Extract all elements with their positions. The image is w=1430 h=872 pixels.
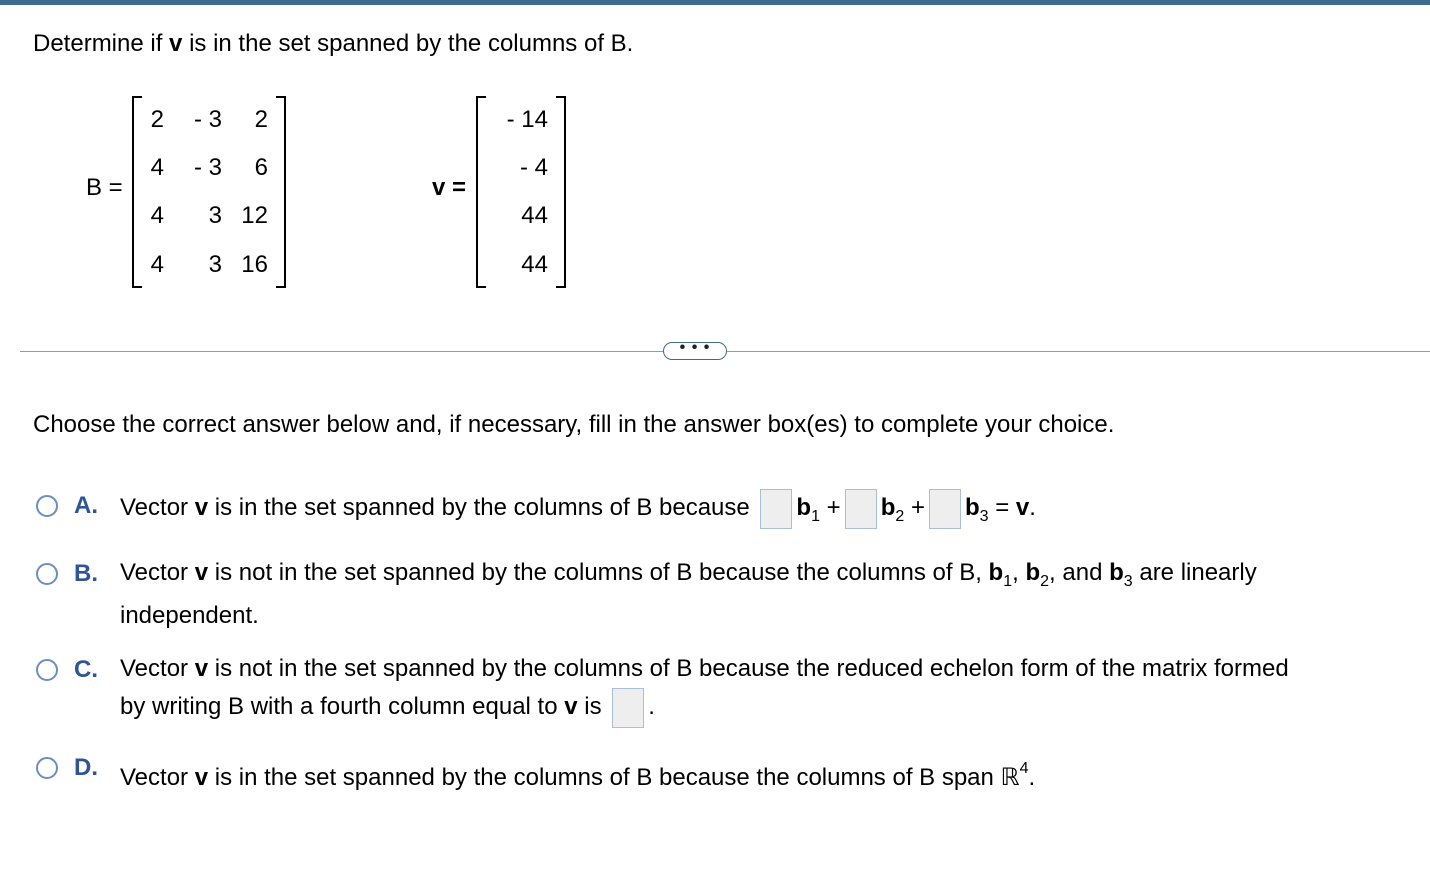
- option-a-sub2: 2: [895, 508, 905, 525]
- question-text: [33, 30, 633, 58]
- option-a-v-end: v: [1015, 494, 1030, 521]
- option-c-text1: Vector: [120, 655, 195, 682]
- option-b-sub1: 1: [1003, 573, 1013, 590]
- matrix-b-cell: 3: [208, 202, 222, 229]
- option-a-radio[interactable]: [36, 495, 58, 517]
- option-b-v: v: [194, 559, 209, 586]
- option-c-radio[interactable]: [36, 659, 58, 681]
- matrix-b-cell: 4: [150, 202, 164, 229]
- option-a-sub3: 3: [979, 508, 989, 525]
- option-d-text: [120, 760, 1035, 792]
- option-b-text: [120, 559, 1257, 591]
- option-d-letter: D.: [74, 754, 98, 781]
- option-d-period: .: [1028, 764, 1036, 791]
- option-c-line2: [120, 686, 655, 728]
- option-b-sub3: 3: [1123, 573, 1133, 590]
- option-a-b1: b: [796, 494, 812, 521]
- option-c-line2b: is: [577, 693, 602, 720]
- vector-v-cell: 44: [521, 202, 548, 229]
- option-b-b1: b: [988, 559, 1004, 586]
- vector-v-label-text: v =: [432, 174, 467, 201]
- matrix-b-label: B =: [86, 174, 123, 201]
- matrix-b-cell: - 3: [193, 154, 222, 181]
- option-b-letter: B.: [74, 560, 98, 587]
- option-a-coef1-input[interactable]: [760, 489, 792, 529]
- option-b-and: , and: [1049, 559, 1110, 586]
- matrix-b-right-bracket-bottom: [276, 286, 286, 288]
- option-b-b3: b: [1109, 559, 1124, 586]
- option-b-radio[interactable]: [36, 563, 58, 585]
- matrix-b-right-bracket-top: [276, 96, 286, 98]
- option-a-coef3-input[interactable]: [929, 489, 961, 529]
- option-a-period: .: [1029, 494, 1036, 521]
- matrix-b-cell: - 3: [193, 106, 222, 133]
- option-b-text1: Vector: [120, 559, 195, 586]
- matrix-b-cell: 2: [150, 106, 164, 133]
- vector-v-cell: - 14: [506, 106, 548, 133]
- option-d-v: v: [194, 764, 209, 791]
- option-c-period: .: [648, 693, 655, 720]
- option-c-letter: C.: [74, 656, 98, 683]
- option-c-text: [120, 655, 1289, 683]
- matrix-b-cell: 12: [241, 202, 268, 229]
- option-b-b2: b: [1025, 559, 1041, 586]
- matrix-b-cell: 2: [254, 106, 268, 133]
- question-v: v: [169, 30, 183, 57]
- option-c-v2: v: [564, 693, 578, 720]
- option-b-sub2: 2: [1040, 573, 1050, 590]
- option-d-exponent: 4: [1019, 760, 1029, 777]
- option-a-sub1: 1: [811, 508, 820, 525]
- question-prefix: Determine if: [33, 30, 170, 57]
- option-d-text2: is in the set spanned by the columns of B because the columns of B span: [208, 764, 1001, 791]
- matrix-b-cell: 16: [241, 251, 268, 278]
- vector-v-right-bracket: [564, 96, 566, 288]
- matrix-b-cell: 4: [150, 154, 164, 181]
- vector-v-cell: - 4: [519, 154, 548, 181]
- option-b-line2: independent.: [120, 602, 259, 629]
- option-a-text: [120, 488, 1036, 537]
- option-a-eq: =: [995, 494, 1016, 521]
- option-b-comma: ,: [1012, 559, 1026, 586]
- vector-v-left-bracket-top: [476, 96, 486, 98]
- option-c-text2: is not in the set spanned by the columns of B because the reduced echelon form of the matrix formed: [208, 655, 1289, 682]
- vector-v-cell: 44: [521, 251, 548, 278]
- option-a-v: v: [194, 494, 209, 521]
- vector-v-left-bracket: [476, 96, 478, 288]
- option-b-text3: are linearly: [1132, 559, 1257, 586]
- option-d-text1: Vector: [120, 764, 195, 791]
- option-c-matrix-input[interactable]: [612, 688, 644, 728]
- option-a-plus2: +: [910, 494, 925, 521]
- vector-v-right-bracket-top: [556, 96, 566, 98]
- matrix-b-cell: 4: [150, 251, 164, 278]
- option-a-letter: A.: [74, 492, 98, 519]
- matrix-b-cell: 6: [254, 154, 268, 181]
- option-a-plus1: +: [826, 494, 841, 521]
- matrix-b-right-bracket: [284, 96, 286, 288]
- option-a-b2: b: [880, 494, 896, 521]
- instructions-text: Choose the correct answer below and, if necessary, fill in the answer box(es) to complete your choice.: [33, 411, 1115, 438]
- option-a-text2: is in the set spanned by the columns of B because: [208, 494, 750, 521]
- vector-v-label: [432, 174, 466, 202]
- option-c-line2a: by writing B with a fourth column equal to: [120, 693, 565, 720]
- option-d-real-symbol: ℝ: [1000, 764, 1020, 791]
- vector-v-left-bracket-bottom: [476, 286, 486, 288]
- top-accent-bar: [0, 0, 1430, 5]
- matrix-b-cell: 3: [208, 251, 222, 278]
- option-a-text1: Vector: [120, 494, 195, 521]
- expand-more-button[interactable]: • • •: [663, 342, 727, 360]
- option-d-radio[interactable]: [36, 757, 58, 779]
- matrix-b-left-bracket-top: [132, 96, 142, 98]
- matrix-b-left-bracket-bottom: [132, 286, 142, 288]
- option-b-text2: is not in the set spanned by the columns of B because the columns of B,: [208, 559, 989, 586]
- question-suffix: is in the set spanned by the columns of B.: [182, 30, 634, 57]
- vector-v-right-bracket-bottom: [556, 286, 566, 288]
- option-a-b3: b: [964, 494, 980, 521]
- option-a-coef2-input[interactable]: [845, 489, 877, 529]
- option-c-v: v: [194, 655, 209, 682]
